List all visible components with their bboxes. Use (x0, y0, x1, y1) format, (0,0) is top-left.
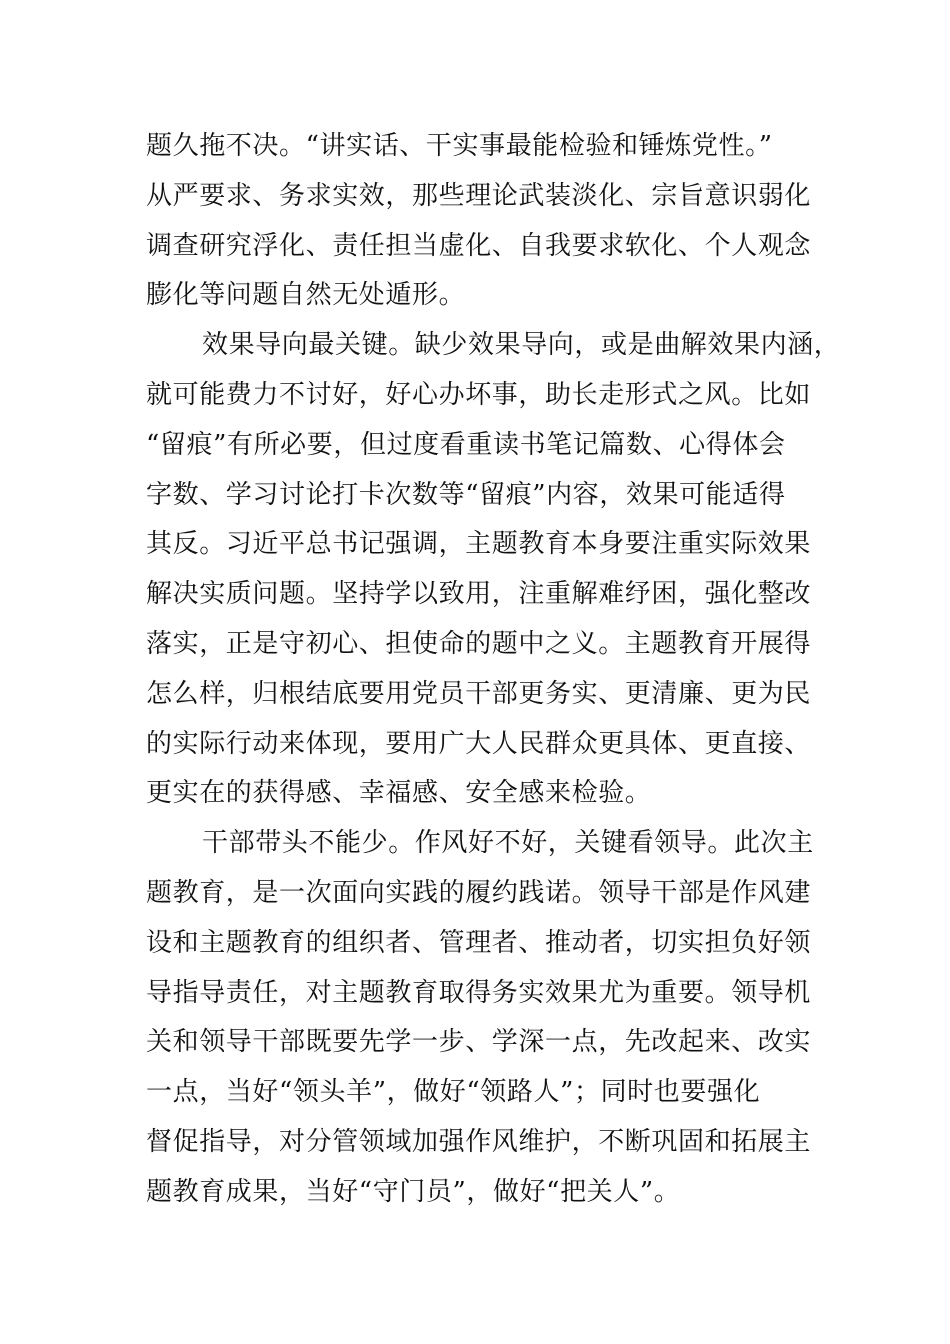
text-line: 膨化等问题自然无处遁形。 (146, 280, 466, 311)
text-line: 的实际行动来体现，要用广大人民群众更具体、更直接、 (146, 728, 812, 759)
text-line: 题久拖不决。“讲实话、干实事最能检验和锤炼党性。” (146, 131, 773, 161)
text-line: 设和主题教育的组织者、管理者、推动者，切实担负好领 (146, 927, 812, 958)
text-line: 就可能费力不讨好，好心办坏事，助长走形式之风。比如 (146, 379, 812, 410)
text-line: 落实，正是守初心、担使命的题中之义。主题教育开展得 (146, 628, 812, 659)
paragraph-first-line: 干部带头不能少。作风好不好，关键看领导。此次主 (202, 828, 814, 859)
text-line: 一点，当好“领头羊”，做好“领路人”；同时也要强化 (146, 1077, 761, 1108)
text-line: 更实在的获得感、幸福感、安全感来检验。 (146, 778, 652, 809)
text-line: 字数、学习讨论打卡次数等“留痕”内容，效果可能适得 (146, 479, 786, 510)
text-line: 导指导责任，对主题教育取得务实效果尤为重要。领导机 (146, 977, 812, 1008)
text-line: 关和领导干部既要先学一步、学深一点，先改起来、改实 (146, 1027, 812, 1058)
text-line: 题教育成果，当好“守门员”，做好“把关人”。 (146, 1176, 681, 1207)
text-line: “留痕”有所必要，但过度看重读书笔记篇数、心得体会 (146, 429, 786, 460)
text-line: 怎么样，归根结底要用党员干部更务实、更清廉、更为民 (146, 678, 812, 709)
paragraph-first-line: 效果导向最关键。缺少效果导向，或是曲解效果内涵， (202, 330, 841, 361)
text-line: 其反。习近平总书记强调，主题教育本身要注重实际效果 (146, 529, 812, 560)
text-line: 题教育，是一次面向实践的履约践诺。领导干部是作风建 (146, 877, 812, 908)
text-line: 解决实质问题。坚持学以致用，注重解难纾困，强化整改 (146, 579, 812, 610)
text-line: 调查研究浮化、责任担当虚化、自我要求软化、个人观念 (146, 230, 812, 261)
text-line: 督促指导，对分管领域加强作风维护，不断巩固和拓展主 (146, 1126, 812, 1157)
body-text (146, 122, 841, 1218)
text-line: 从严要求、务求实效，那些理论武装淡化、宗旨意识弱化 (146, 180, 812, 211)
